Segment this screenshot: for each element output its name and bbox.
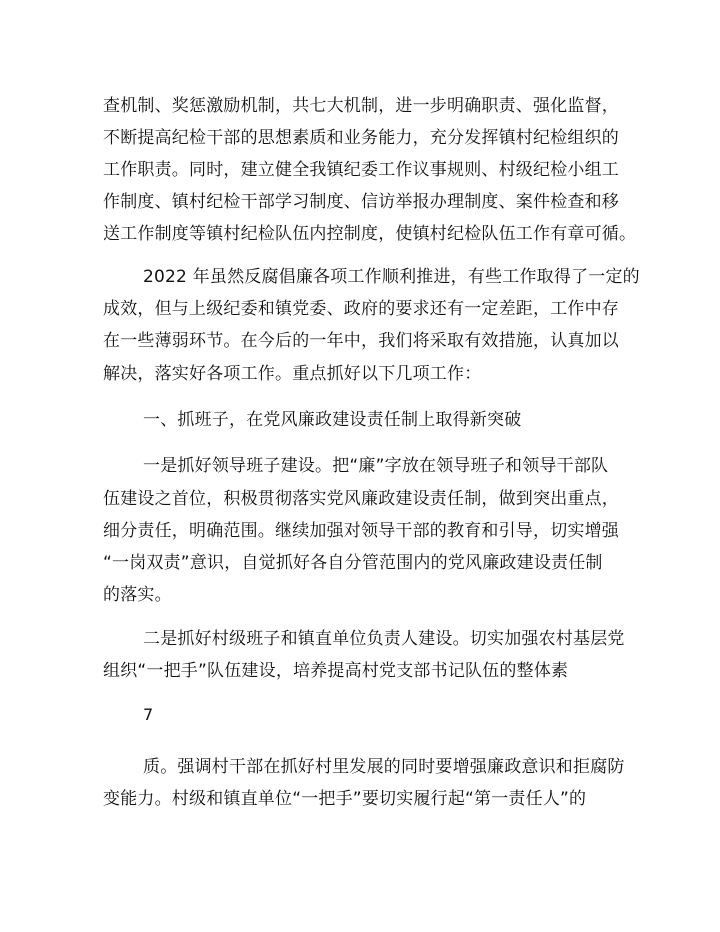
- paragraph-2-line-4: 解决，落实好各项工作。重点抓好以下几项工作：: [103, 364, 482, 384]
- paragraph-3-line-2: 伍建设之首位，积极贯彻落实党风廉政建设责任制，做到突出重点，: [103, 489, 619, 509]
- paragraph-5-line-1: 质。强调村干部在抓好村里发展的同时要增强廉政意识和拒腐防: [143, 757, 625, 777]
- paragraph-2-line-1: 2022 年虽然反腐倡廉各项工作顺利推进，有些工作取得了一定的: [143, 267, 640, 287]
- paragraph-5-line-2: 变能力。村级和镇直单位“一把手”要切实履行起“第一责任人”的: [103, 789, 587, 809]
- page-number: 7: [143, 705, 154, 724]
- paragraph-1-line-2: 不断提高纪检干部的思想素质和业务能力，充分发挥镇村纪检组织的: [103, 128, 619, 148]
- paragraph-2-line-2: 成效，但与上级纪委和镇党委、政府的要求还有一定差距，工作中存: [103, 299, 619, 319]
- paragraph-4-line-2: 组织“一把手”队伍建设，培养提高村党支部书记队伍的整体素: [103, 661, 569, 681]
- paragraph-3-line-3: 细分责任，明确范围。继续加强对领导干部的教育和引导，切实增强: [103, 521, 619, 541]
- paragraph-1-line-4: 作制度、镇村纪检干部学习制度、信访举报办理制度、案件检查和移: [103, 192, 619, 212]
- section-heading: 一、抓班子，在党风廉政建设责任制上取得新突破: [143, 410, 522, 430]
- paragraph-4-line-1: 二是抓好村级班子和镇直单位负责人建设。切实加强农村基层党: [143, 629, 625, 649]
- paragraph-3-line-1: 一是抓好领导班子建设。把“廉”字放在领导班子和领导干部队: [143, 456, 609, 476]
- paragraph-1-line-3: 工作职责。同时，建立健全我镇纪委工作议事规则、村级纪检小组工: [103, 160, 619, 180]
- paragraph-2-line-3: 在一些薄弱环节。在今后的一年中，我们将采取有效措施，认真加以: [103, 331, 619, 351]
- paragraph-1-line-5: 送工作制度等镇村纪检队伍内控制度，使镇村纪检队伍工作有章可循。: [103, 224, 637, 244]
- paragraph-3-line-5: 的落实。: [103, 585, 172, 605]
- paragraph-3-line-4: “一岗双责”意识，自觉抓好各自分管范围内的党风廉政建设责任制: [103, 553, 603, 573]
- paragraph-1-line-1: 查机制、奖惩激励机制，共七大机制，进一步明确职责、强化监督，: [103, 96, 619, 116]
